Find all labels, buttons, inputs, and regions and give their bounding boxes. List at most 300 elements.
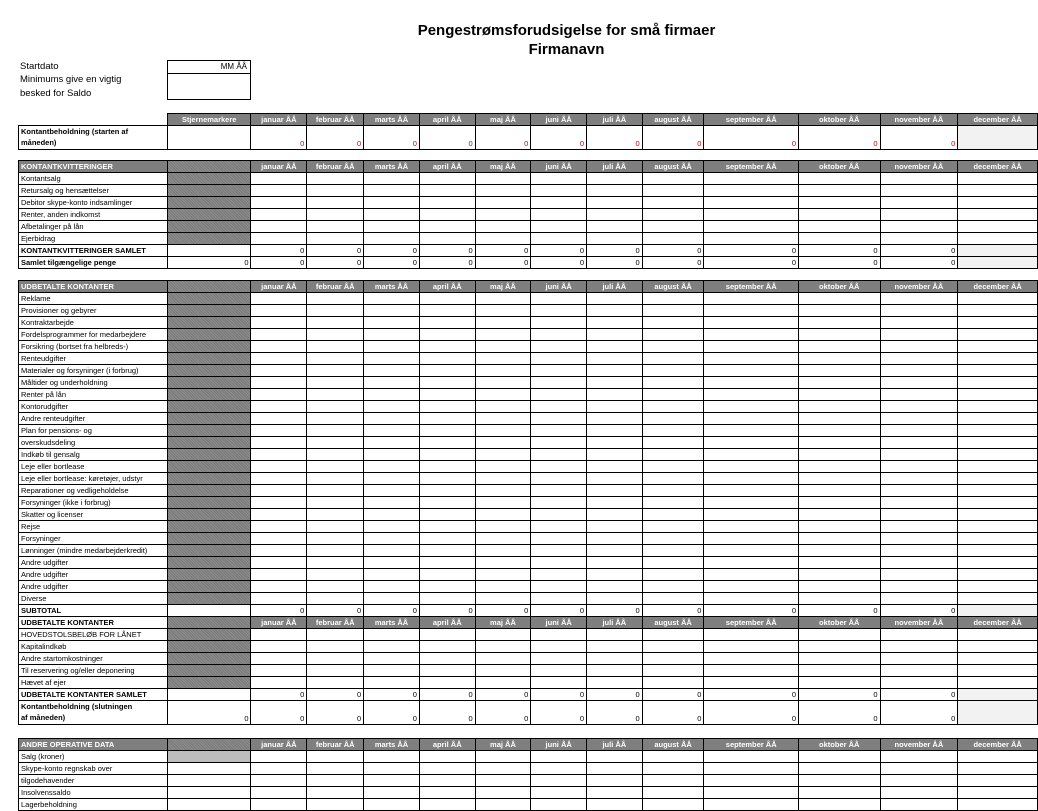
month-cell[interactable]	[364, 437, 420, 449]
month-cell[interactable]	[798, 449, 880, 461]
month-cell[interactable]	[642, 497, 704, 509]
month-cell[interactable]	[704, 581, 799, 593]
month-cell[interactable]	[880, 401, 958, 413]
month-cell[interactable]	[531, 185, 587, 197]
month-cell[interactable]	[704, 665, 799, 677]
month-cell[interactable]	[798, 799, 880, 811]
month-cell[interactable]	[587, 389, 643, 401]
month-cell[interactable]	[251, 353, 307, 365]
month-cell[interactable]	[364, 185, 420, 197]
minimum-balance-field[interactable]	[167, 73, 251, 100]
star-cell[interactable]	[167, 401, 251, 413]
month-cell[interactable]	[798, 461, 880, 473]
month-cell[interactable]	[704, 221, 799, 233]
month-cell[interactable]	[475, 557, 531, 569]
month-cell[interactable]	[880, 593, 958, 605]
month-cell[interactable]	[251, 677, 307, 689]
month-cell[interactable]	[798, 641, 880, 653]
month-cell[interactable]	[364, 521, 420, 533]
month-cell[interactable]	[251, 485, 307, 497]
month-cell[interactable]	[364, 509, 420, 521]
month-cell[interactable]	[704, 521, 799, 533]
month-cell[interactable]	[251, 233, 307, 245]
month-cell[interactable]	[307, 389, 364, 401]
month-cell[interactable]	[704, 751, 799, 763]
month-cell[interactable]	[704, 629, 799, 641]
month-cell[interactable]	[587, 497, 643, 509]
month-cell[interactable]	[307, 497, 364, 509]
month-cell[interactable]	[587, 653, 643, 665]
month-cell[interactable]	[958, 509, 1038, 521]
star-cell[interactable]	[167, 173, 251, 185]
month-cell[interactable]	[587, 665, 643, 677]
month-cell[interactable]	[531, 557, 587, 569]
month-cell[interactable]	[704, 317, 799, 329]
month-cell[interactable]	[364, 197, 420, 209]
month-cell[interactable]	[704, 233, 799, 245]
month-cell[interactable]	[958, 437, 1038, 449]
month-cell[interactable]	[798, 545, 880, 557]
month-cell[interactable]	[642, 317, 704, 329]
month-cell[interactable]	[958, 665, 1038, 677]
month-cell[interactable]	[587, 449, 643, 461]
month-cell[interactable]	[642, 449, 704, 461]
month-cell[interactable]	[531, 221, 587, 233]
month-cell[interactable]	[958, 641, 1038, 653]
month-cell[interactable]	[587, 329, 643, 341]
month-cell[interactable]	[307, 413, 364, 425]
month-cell[interactable]	[798, 677, 880, 689]
month-cell[interactable]	[364, 341, 420, 353]
month-cell[interactable]	[531, 497, 587, 509]
month-cell[interactable]	[958, 593, 1038, 605]
month-cell[interactable]	[880, 473, 958, 485]
month-cell[interactable]	[587, 365, 643, 377]
star-cell[interactable]	[167, 389, 251, 401]
month-cell[interactable]	[419, 473, 475, 485]
month-cell[interactable]	[704, 425, 799, 437]
month-cell[interactable]	[958, 185, 1038, 197]
month-cell[interactable]	[475, 449, 531, 461]
month-cell[interactable]	[798, 173, 880, 185]
month-cell[interactable]	[251, 377, 307, 389]
month-cell[interactable]	[704, 557, 799, 569]
month-cell[interactable]	[587, 485, 643, 497]
month-cell[interactable]	[880, 449, 958, 461]
month-cell[interactable]	[958, 305, 1038, 317]
month-cell[interactable]	[251, 425, 307, 437]
month-cell[interactable]	[419, 437, 475, 449]
star-cell[interactable]	[167, 677, 251, 689]
month-cell[interactable]	[587, 185, 643, 197]
month-cell[interactable]	[419, 389, 475, 401]
month-cell[interactable]	[307, 763, 364, 775]
star-cell[interactable]	[167, 641, 251, 653]
month-cell[interactable]	[307, 775, 364, 787]
month-cell[interactable]	[958, 233, 1038, 245]
star-cell[interactable]	[167, 593, 251, 605]
month-cell[interactable]	[798, 629, 880, 641]
month-cell[interactable]	[364, 641, 420, 653]
month-cell[interactable]	[364, 377, 420, 389]
month-cell[interactable]	[475, 473, 531, 485]
month-cell[interactable]	[958, 533, 1038, 545]
month-cell[interactable]	[419, 763, 475, 775]
month-cell[interactable]	[419, 593, 475, 605]
month-cell[interactable]	[475, 677, 531, 689]
month-cell[interactable]	[307, 377, 364, 389]
month-cell[interactable]	[475, 437, 531, 449]
month-cell[interactable]	[958, 413, 1038, 425]
month-cell[interactable]	[798, 653, 880, 665]
month-cell[interactable]	[419, 787, 475, 799]
month-cell[interactable]	[419, 329, 475, 341]
month-cell[interactable]	[798, 413, 880, 425]
month-cell[interactable]	[419, 401, 475, 413]
month-cell[interactable]	[880, 233, 958, 245]
month-cell[interactable]	[958, 799, 1038, 811]
month-cell[interactable]	[880, 173, 958, 185]
star-cell[interactable]	[167, 473, 251, 485]
month-cell[interactable]	[587, 775, 643, 787]
month-cell[interactable]	[587, 533, 643, 545]
month-cell[interactable]	[364, 353, 420, 365]
month-cell[interactable]	[364, 653, 420, 665]
month-cell[interactable]	[587, 581, 643, 593]
month-cell[interactable]	[531, 533, 587, 545]
month-cell[interactable]	[364, 557, 420, 569]
month-cell[interactable]	[798, 365, 880, 377]
month-cell[interactable]	[880, 545, 958, 557]
month-cell[interactable]	[419, 305, 475, 317]
month-cell[interactable]	[798, 593, 880, 605]
month-cell[interactable]	[419, 197, 475, 209]
month-cell[interactable]	[798, 185, 880, 197]
month-cell[interactable]	[419, 641, 475, 653]
month-cell[interactable]	[587, 173, 643, 185]
month-cell[interactable]	[475, 509, 531, 521]
month-cell[interactable]	[798, 329, 880, 341]
month-cell[interactable]	[307, 353, 364, 365]
month-cell[interactable]	[642, 389, 704, 401]
month-cell[interactable]	[704, 449, 799, 461]
star-cell[interactable]	[167, 485, 251, 497]
month-cell[interactable]	[531, 209, 587, 221]
month-cell[interactable]	[642, 233, 704, 245]
month-cell[interactable]	[880, 341, 958, 353]
star-cell[interactable]	[167, 341, 251, 353]
month-cell[interactable]	[364, 665, 420, 677]
month-cell[interactable]	[798, 775, 880, 787]
month-cell[interactable]	[880, 509, 958, 521]
month-cell[interactable]	[307, 305, 364, 317]
month-cell[interactable]	[642, 305, 704, 317]
month-cell[interactable]	[587, 787, 643, 799]
star-cell[interactable]	[167, 425, 251, 437]
month-cell[interactable]	[251, 581, 307, 593]
month-cell[interactable]	[364, 425, 420, 437]
month-cell[interactable]	[307, 317, 364, 329]
month-cell[interactable]	[958, 353, 1038, 365]
month-cell[interactable]	[251, 557, 307, 569]
month-cell[interactable]	[251, 473, 307, 485]
month-cell[interactable]	[531, 461, 587, 473]
month-cell[interactable]	[307, 557, 364, 569]
month-cell[interactable]	[880, 293, 958, 305]
month-cell[interactable]	[475, 545, 531, 557]
month-cell[interactable]	[531, 763, 587, 775]
month-cell[interactable]	[364, 485, 420, 497]
month-cell[interactable]	[587, 197, 643, 209]
month-cell[interactable]	[364, 449, 420, 461]
month-cell[interactable]	[958, 473, 1038, 485]
month-cell[interactable]	[475, 233, 531, 245]
month-cell[interactable]	[475, 485, 531, 497]
month-cell[interactable]	[419, 569, 475, 581]
month-cell[interactable]	[880, 775, 958, 787]
month-cell[interactable]	[958, 581, 1038, 593]
month-cell[interactable]	[307, 533, 364, 545]
month-cell[interactable]	[364, 233, 420, 245]
star-cell[interactable]	[167, 581, 251, 593]
month-cell[interactable]	[475, 533, 531, 545]
month-cell[interactable]	[364, 209, 420, 221]
month-cell[interactable]	[958, 209, 1038, 221]
month-cell[interactable]	[704, 545, 799, 557]
month-cell[interactable]	[251, 787, 307, 799]
month-cell[interactable]	[958, 629, 1038, 641]
month-cell[interactable]	[251, 173, 307, 185]
month-cell[interactable]	[958, 341, 1038, 353]
month-cell[interactable]	[704, 677, 799, 689]
month-cell[interactable]	[251, 461, 307, 473]
month-cell[interactable]	[798, 341, 880, 353]
month-cell[interactable]	[307, 401, 364, 413]
month-cell[interactable]	[251, 365, 307, 377]
month-cell[interactable]	[642, 197, 704, 209]
month-cell[interactable]	[307, 461, 364, 473]
month-cell[interactable]	[251, 449, 307, 461]
month-cell[interactable]	[419, 521, 475, 533]
month-cell[interactable]	[704, 763, 799, 775]
month-cell[interactable]	[958, 293, 1038, 305]
month-cell[interactable]	[475, 787, 531, 799]
month-cell[interactable]	[958, 653, 1038, 665]
month-cell[interactable]	[587, 353, 643, 365]
month-cell[interactable]	[798, 437, 880, 449]
month-cell[interactable]	[958, 425, 1038, 437]
star-cell[interactable]	[167, 305, 251, 317]
month-cell[interactable]	[419, 293, 475, 305]
month-cell[interactable]	[880, 557, 958, 569]
month-cell[interactable]	[587, 593, 643, 605]
month-cell[interactable]	[798, 197, 880, 209]
month-cell[interactable]	[531, 751, 587, 763]
month-cell[interactable]	[880, 787, 958, 799]
month-cell[interactable]	[364, 533, 420, 545]
month-cell[interactable]	[531, 473, 587, 485]
month-cell[interactable]	[880, 677, 958, 689]
star-cell[interactable]	[167, 377, 251, 389]
month-cell[interactable]	[704, 209, 799, 221]
month-cell[interactable]	[531, 437, 587, 449]
month-cell[interactable]	[419, 775, 475, 787]
month-cell[interactable]	[364, 677, 420, 689]
month-cell[interactable]	[587, 293, 643, 305]
month-cell[interactable]	[419, 413, 475, 425]
month-cell[interactable]	[475, 629, 531, 641]
month-cell[interactable]	[475, 653, 531, 665]
month-cell[interactable]	[704, 377, 799, 389]
month-cell[interactable]	[642, 521, 704, 533]
month-cell[interactable]	[642, 787, 704, 799]
month-cell[interactable]	[798, 533, 880, 545]
month-cell[interactable]	[531, 799, 587, 811]
month-cell[interactable]	[704, 641, 799, 653]
month-cell[interactable]	[475, 401, 531, 413]
month-cell[interactable]	[251, 317, 307, 329]
month-cell[interactable]	[251, 751, 307, 763]
month-cell[interactable]	[704, 485, 799, 497]
month-cell[interactable]	[704, 401, 799, 413]
star-cell[interactable]	[167, 197, 251, 209]
month-cell[interactable]	[587, 641, 643, 653]
month-cell[interactable]	[642, 665, 704, 677]
month-cell[interactable]	[364, 401, 420, 413]
month-cell[interactable]	[475, 305, 531, 317]
month-cell[interactable]	[958, 497, 1038, 509]
month-cell[interactable]	[475, 377, 531, 389]
month-cell[interactable]	[419, 173, 475, 185]
star-cell[interactable]	[167, 665, 251, 677]
month-cell[interactable]	[251, 437, 307, 449]
month-cell[interactable]	[531, 485, 587, 497]
month-cell[interactable]	[798, 401, 880, 413]
month-cell[interactable]	[475, 221, 531, 233]
month-cell[interactable]	[475, 581, 531, 593]
month-cell[interactable]	[958, 221, 1038, 233]
month-cell[interactable]	[364, 473, 420, 485]
month-cell[interactable]	[587, 305, 643, 317]
month-cell[interactable]	[419, 461, 475, 473]
month-cell[interactable]	[475, 329, 531, 341]
month-cell[interactable]	[587, 461, 643, 473]
month-cell[interactable]	[642, 545, 704, 557]
month-cell[interactable]	[419, 509, 475, 521]
month-cell[interactable]	[642, 185, 704, 197]
month-cell[interactable]	[880, 221, 958, 233]
month-cell[interactable]	[364, 763, 420, 775]
month-cell[interactable]	[880, 569, 958, 581]
month-cell[interactable]	[587, 377, 643, 389]
month-cell[interactable]	[531, 545, 587, 557]
month-cell[interactable]	[704, 329, 799, 341]
month-cell[interactable]	[880, 629, 958, 641]
month-cell[interactable]	[531, 329, 587, 341]
month-cell[interactable]	[587, 677, 643, 689]
month-cell[interactable]	[704, 509, 799, 521]
month-cell[interactable]	[419, 341, 475, 353]
month-cell[interactable]	[364, 365, 420, 377]
month-cell[interactable]	[251, 641, 307, 653]
month-cell[interactable]	[958, 521, 1038, 533]
month-cell[interactable]	[251, 533, 307, 545]
month-cell[interactable]	[587, 437, 643, 449]
month-cell[interactable]	[419, 449, 475, 461]
month-cell[interactable]	[475, 413, 531, 425]
month-cell[interactable]	[307, 341, 364, 353]
month-cell[interactable]	[958, 787, 1038, 799]
month-cell[interactable]	[251, 665, 307, 677]
month-cell[interactable]	[798, 787, 880, 799]
star-cell[interactable]	[167, 569, 251, 581]
month-cell[interactable]	[704, 775, 799, 787]
star-cell[interactable]	[167, 353, 251, 365]
star-cell[interactable]	[167, 799, 251, 811]
month-cell[interactable]	[419, 317, 475, 329]
month-cell[interactable]	[419, 751, 475, 763]
month-cell[interactable]	[251, 593, 307, 605]
month-cell[interactable]	[531, 413, 587, 425]
star-cell[interactable]	[167, 449, 251, 461]
month-cell[interactable]	[531, 173, 587, 185]
month-cell[interactable]	[642, 437, 704, 449]
month-cell[interactable]	[531, 341, 587, 353]
month-cell[interactable]	[419, 353, 475, 365]
month-cell[interactable]	[307, 425, 364, 437]
month-cell[interactable]	[475, 425, 531, 437]
month-cell[interactable]	[642, 461, 704, 473]
month-cell[interactable]	[587, 799, 643, 811]
month-cell[interactable]	[880, 365, 958, 377]
month-cell[interactable]	[958, 775, 1038, 787]
month-cell[interactable]	[880, 389, 958, 401]
month-cell[interactable]	[704, 389, 799, 401]
month-cell[interactable]	[251, 401, 307, 413]
month-cell[interactable]	[798, 751, 880, 763]
month-cell[interactable]	[475, 641, 531, 653]
month-cell[interactable]	[364, 593, 420, 605]
month-cell[interactable]	[958, 329, 1038, 341]
month-cell[interactable]	[880, 653, 958, 665]
month-cell[interactable]	[880, 317, 958, 329]
month-cell[interactable]	[531, 509, 587, 521]
month-cell[interactable]	[642, 221, 704, 233]
month-cell[interactable]	[307, 485, 364, 497]
month-cell[interactable]	[880, 305, 958, 317]
month-cell[interactable]	[587, 401, 643, 413]
month-cell[interactable]	[419, 221, 475, 233]
month-cell[interactable]	[704, 185, 799, 197]
month-cell[interactable]	[642, 329, 704, 341]
month-cell[interactable]	[531, 401, 587, 413]
month-cell[interactable]	[475, 461, 531, 473]
month-cell[interactable]	[475, 185, 531, 197]
month-cell[interactable]	[798, 485, 880, 497]
month-cell[interactable]	[531, 641, 587, 653]
month-cell[interactable]	[531, 353, 587, 365]
star-cell[interactable]	[167, 521, 251, 533]
month-cell[interactable]	[364, 569, 420, 581]
month-cell[interactable]	[364, 173, 420, 185]
month-cell[interactable]	[704, 593, 799, 605]
month-cell[interactable]	[704, 461, 799, 473]
month-cell[interactable]	[880, 461, 958, 473]
month-cell[interactable]	[419, 365, 475, 377]
month-cell[interactable]	[642, 485, 704, 497]
star-cell[interactable]	[167, 557, 251, 569]
month-cell[interactable]	[251, 569, 307, 581]
